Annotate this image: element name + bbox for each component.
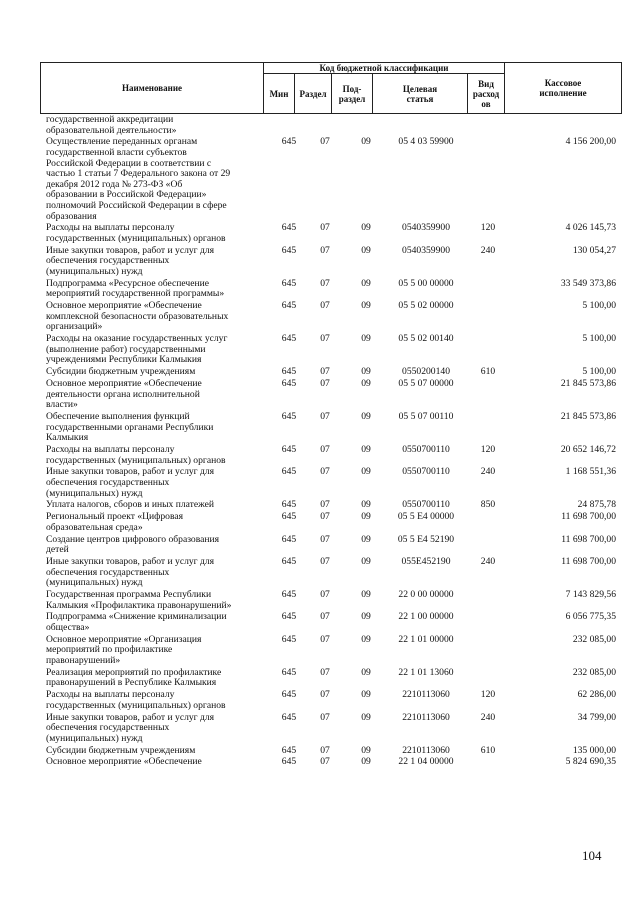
cell-cash-execution: 34 799,00 [577,711,616,723]
cell-section: 07 [320,366,330,378]
row-name-line: обеспечения государственных [46,722,170,734]
cell-subsection: 09 [361,499,371,511]
row-name-line: мероприятий по профилактике [46,644,173,656]
row-name-line: Субсидии бюджетным учреждениям [46,744,196,756]
cell-target-article: 22 1 04 00000 [398,756,454,768]
cell-expense-type: 240 [480,556,496,567]
cell-ministry: 645 [281,711,297,723]
cell-subsection: 09 [361,711,371,723]
cell-subsection: 09 [361,589,371,600]
cell-subsection: 09 [361,333,371,345]
header-budget-code-group: Код бюджетной классификации [264,63,505,74]
cell-cash-execution: 232 085,00 [572,633,616,645]
row-name [46,301,274,333]
row-name-line: Основное мероприятие «Обеспечение [46,300,202,312]
cell-subsection: 09 [361,466,371,478]
cell-ministry: 645 [281,756,297,768]
row-name-line: Субсидии бюджетным учреждениям [46,366,196,378]
row-name [46,246,274,278]
row-name [46,137,274,222]
cell-subsection: 09 [361,533,371,545]
cell-expense-type: 120 [480,444,496,455]
cell-subsection: 09 [361,244,371,256]
cell-expense-type: 240 [480,244,496,256]
cell-section: 07 [320,689,330,701]
row-name-line: учреждениями Республики Калмыкия [46,354,202,366]
row-name-line: Подпрограмма «Снижение криминализации [46,611,227,623]
cell-ministry: 645 [281,411,297,422]
cell-cash-execution: 4 156 200,00 [565,136,616,148]
row-name-line: декабря 2012 года № 273-ФЗ «Об [46,178,183,190]
cell-target-article: 05 5 00 00000 [398,277,454,289]
cell-subsection: 09 [361,689,371,701]
header-section: Раздел [295,74,332,114]
cell-target-article: 22 0 00 00000 [398,589,454,600]
row-name-line: Иные закупки товаров, работ и услуг для [46,466,215,478]
cell-section: 07 [320,711,330,723]
cell-target-article: 05 5 E4 00000 [397,511,455,523]
cell-cash-execution: 5 100,00 [582,333,616,345]
header-name: Наименование [41,63,264,114]
cell-section: 07 [320,744,330,756]
cell-cash-execution: 20 652 146,72 [560,444,616,455]
cell-ministry: 645 [281,466,297,478]
row-name-line: Расходы на оказание государственных услуг [46,333,228,345]
cell-target-article: 2210113060 [402,744,450,756]
header-min: Мин [264,74,295,114]
cell-target-article: 0550200140 [402,366,450,378]
cell-ministry: 645 [281,277,297,289]
cell-section: 07 [320,533,330,545]
cell-target-article: 0550700110 [402,466,450,478]
cell-target-article: 0540359900 [402,244,450,256]
cell-subsection: 09 [361,366,371,378]
row-name-line: Реализация мероприятий по профилактике [46,666,222,678]
cell-ministry: 645 [281,611,297,623]
row-name [46,367,274,378]
cell-expense-type: 240 [480,466,496,478]
row-name-line: государственной аккредитации [46,114,174,125]
row-name-line: частью 1 статьи 7 Федерального закона от 29 [46,168,231,180]
row-name-line: Иные закупки товаров, работ и услуг для [46,244,215,256]
cell-cash-execution: 7 143 829,56 [565,589,616,600]
cell-cash-execution: 5 100,00 [582,366,616,378]
row-name-line: общества» [46,621,90,633]
row-name [46,379,274,411]
page-number: 104 [582,848,602,863]
row-name-line: Иные закупки товаров, работ и услуг для [46,556,215,567]
row-name-line: Расходы на выплаты персоналу [46,444,175,455]
cell-ministry: 645 [281,136,297,148]
cell-subsection: 09 [361,633,371,645]
row-name [46,445,274,466]
cell-ministry: 645 [281,633,297,645]
row-name-line: Основное мероприятие «Обеспечение [46,756,202,768]
cell-cash-execution: 11 698 700,00 [561,556,616,567]
row-name-line: Калмыкия «Профилактика правонарушений» [46,599,232,611]
row-name-line: мероприятий государственной программы» [46,288,225,300]
cell-subsection: 09 [361,744,371,756]
row-name [46,746,274,757]
cell-ministry: 645 [281,556,297,567]
cell-subsection: 09 [361,300,371,312]
cell-cash-execution: 24 875,78 [577,499,616,511]
cell-subsection: 09 [361,378,371,389]
cell-expense-type: 850 [480,499,496,511]
row-name [46,690,274,711]
cell-ministry: 645 [281,366,297,378]
cell-ministry: 645 [281,511,297,523]
row-name-line: (муниципальных) нужд [46,732,143,744]
row-name [46,223,274,244]
row-name-line: Основное мероприятие «Обеспечение [46,378,202,389]
row-name-line: обеспечения государственных [46,476,170,488]
cell-expense-type: 610 [480,744,496,756]
cell-expense-type: 240 [480,711,496,723]
cell-ministry: 645 [281,589,297,600]
cell-ministry: 645 [281,689,297,701]
row-name [46,612,274,633]
cell-section: 07 [320,222,330,234]
row-name-line: детей [46,544,69,556]
row-name [46,535,274,556]
row-name [46,500,274,511]
cell-section: 07 [320,333,330,345]
row-name-line: государственными органами Республики [46,421,214,433]
cell-section: 07 [320,136,330,148]
row-name-line: образовательной деятельности» [46,124,177,136]
row-name-line: Уплата налогов, сборов и иных платежей [46,499,215,511]
cell-section: 07 [320,300,330,312]
row-name-line: Подпрограмма «Ресурсное обеспечение [46,277,210,289]
cell-ministry: 645 [281,378,297,389]
row-name [46,557,274,589]
row-name-line: Расходы на выплаты персоналу [46,689,175,701]
cell-ministry: 645 [281,499,297,511]
row-name-line: государственных (муниципальных) органов [46,454,226,466]
row-name-line: власти» [46,399,78,411]
cell-target-article: 22 1 01 00000 [398,633,454,645]
cell-target-article: 22 1 01 13060 [398,666,454,678]
cell-cash-execution: 5 824 690,35 [565,756,616,768]
cell-subsection: 09 [361,756,371,768]
row-name-line: Государственная программа Республики [46,589,212,600]
row-name [46,590,274,611]
row-name-line: обеспечения государственных [46,566,170,578]
row-name [46,115,274,136]
row-name [46,713,274,745]
table-header [40,62,622,114]
row-name-line: Региональный проект «Цифровая [46,511,184,523]
row-name-line: Обеспечение выполнения функций [46,411,190,422]
cell-expense-type: 120 [480,689,496,701]
cell-target-article: 05 5 02 00000 [398,300,454,312]
row-name-line: организаций» [46,321,103,333]
row-name [46,412,274,444]
cell-subsection: 09 [361,511,371,523]
cell-cash-execution: 33 549 373,86 [560,277,616,289]
row-name-line: образовательная среда» [46,521,143,533]
row-name-line: Иные закупки товаров, работ и услуг для [46,711,215,723]
row-name-line: правонарушений» [46,654,121,666]
row-name-line: комплексной безопасности образовательных [46,310,229,322]
cell-subsection: 09 [361,136,371,148]
row-name-line: государственных (муниципальных) органов [46,699,226,711]
cell-cash-execution: 5 100,00 [582,300,616,312]
cell-subsection: 09 [361,222,371,234]
row-name [46,279,274,300]
cell-subsection: 09 [361,277,371,289]
cell-cash-execution: 6 056 775,35 [565,611,616,623]
cell-section: 07 [320,511,330,523]
cell-cash-execution: 130 054,27 [572,244,616,256]
cell-section: 07 [320,666,330,678]
cell-ministry: 645 [281,244,297,256]
header-cash-execution: Кассовое исполнение [505,63,622,114]
row-name-line: государственной власти субъектов [46,146,187,158]
cell-subsection: 09 [361,556,371,567]
row-name-line: Осуществление переданных органам [46,136,198,148]
row-name-line: деятельности органа исполнительной [46,388,200,400]
cell-target-article: 05 5 E4 52190 [397,533,455,545]
cell-target-article: 05 5 07 00000 [398,378,454,389]
row-name-line: (выполнение работ) государственными [46,343,206,355]
cell-cash-execution: 4 026 145,73 [565,222,616,234]
cell-cash-execution: 1 168 551,36 [565,466,616,478]
row-name-line: Российской Федерации в соответствии с [46,157,212,169]
cell-section: 07 [320,756,330,768]
cell-section: 07 [320,444,330,455]
row-name-line: правонарушений в Республике Калмыкия [46,677,217,689]
row-name-line: (муниципальных) нужд [46,577,143,589]
cell-target-article: 0550700110 [402,444,450,455]
row-name-line: (муниципальных) нужд [46,487,143,499]
row-name-line: Расходы на выплаты персоналу [46,222,175,234]
row-name-line: государственных (муниципальных) органов [46,232,226,244]
cell-target-article: 2210113060 [402,689,450,701]
row-name-line: полномочий Российской Федерации в сфере [46,199,227,211]
cell-target-article: 055E452190 [401,556,451,567]
cell-target-article: 22 1 00 00000 [398,611,454,623]
cell-target-article: 05 4 03 59900 [398,136,454,148]
cell-section: 07 [320,411,330,422]
cell-section: 07 [320,466,330,478]
header-target-article: Целевая статья [373,74,468,114]
cell-subsection: 09 [361,611,371,623]
cell-cash-execution: 11 698 700,00 [561,511,616,523]
cell-ministry: 645 [281,533,297,545]
cell-cash-execution: 21 845 573,86 [560,411,616,422]
row-name [46,334,274,366]
cell-cash-execution: 11 698 700,00 [561,533,616,545]
cell-cash-execution: 232 085,00 [572,666,616,678]
cell-ministry: 645 [281,744,297,756]
cell-cash-execution: 62 286,00 [577,689,616,701]
row-name-line: образовании в Российской Федерации» [46,189,207,201]
cell-ministry: 645 [281,444,297,455]
cell-ministry: 645 [281,333,297,345]
row-name-line: Калмыкия [46,432,89,444]
row-name-line: (муниципальных) нужд [46,265,143,277]
cell-section: 07 [320,556,330,567]
cell-subsection: 09 [361,666,371,678]
row-name [46,467,274,499]
row-name-line: Основное мероприятие «Организация [46,633,202,645]
cell-section: 07 [320,499,330,511]
row-name [46,512,274,533]
cell-subsection: 09 [361,411,371,422]
cell-ministry: 645 [281,222,297,234]
cell-target-article: 0550700110 [402,499,450,511]
cell-target-article: 0540359900 [402,222,450,234]
cell-expense-type: 120 [480,222,496,234]
cell-section: 07 [320,378,330,389]
cell-cash-execution: 21 845 573,86 [560,378,616,389]
row-name [46,635,274,667]
row-name-line: образования [46,210,97,222]
cell-expense-type: 610 [480,366,496,378]
cell-section: 07 [320,244,330,256]
row-name-line: Создание центров цифрового образования [46,533,220,545]
cell-subsection: 09 [361,444,371,455]
header-expense-type: Вид расход ов [468,74,505,114]
header-subsection: Под- раздел [332,74,373,114]
cell-target-article: 05 5 02 00140 [398,333,454,345]
cell-ministry: 645 [281,666,297,678]
cell-ministry: 645 [281,300,297,312]
cell-target-article: 05 5 07 00110 [398,411,454,422]
cell-section: 07 [320,633,330,645]
cell-section: 07 [320,277,330,289]
cell-section: 07 [320,589,330,600]
row-name [46,757,274,768]
row-name-line: обеспечения государственных [46,255,170,267]
row-name [46,668,274,689]
cell-target-article: 2210113060 [402,711,450,723]
cell-section: 07 [320,611,330,623]
cell-cash-execution: 135 000,00 [572,744,616,756]
